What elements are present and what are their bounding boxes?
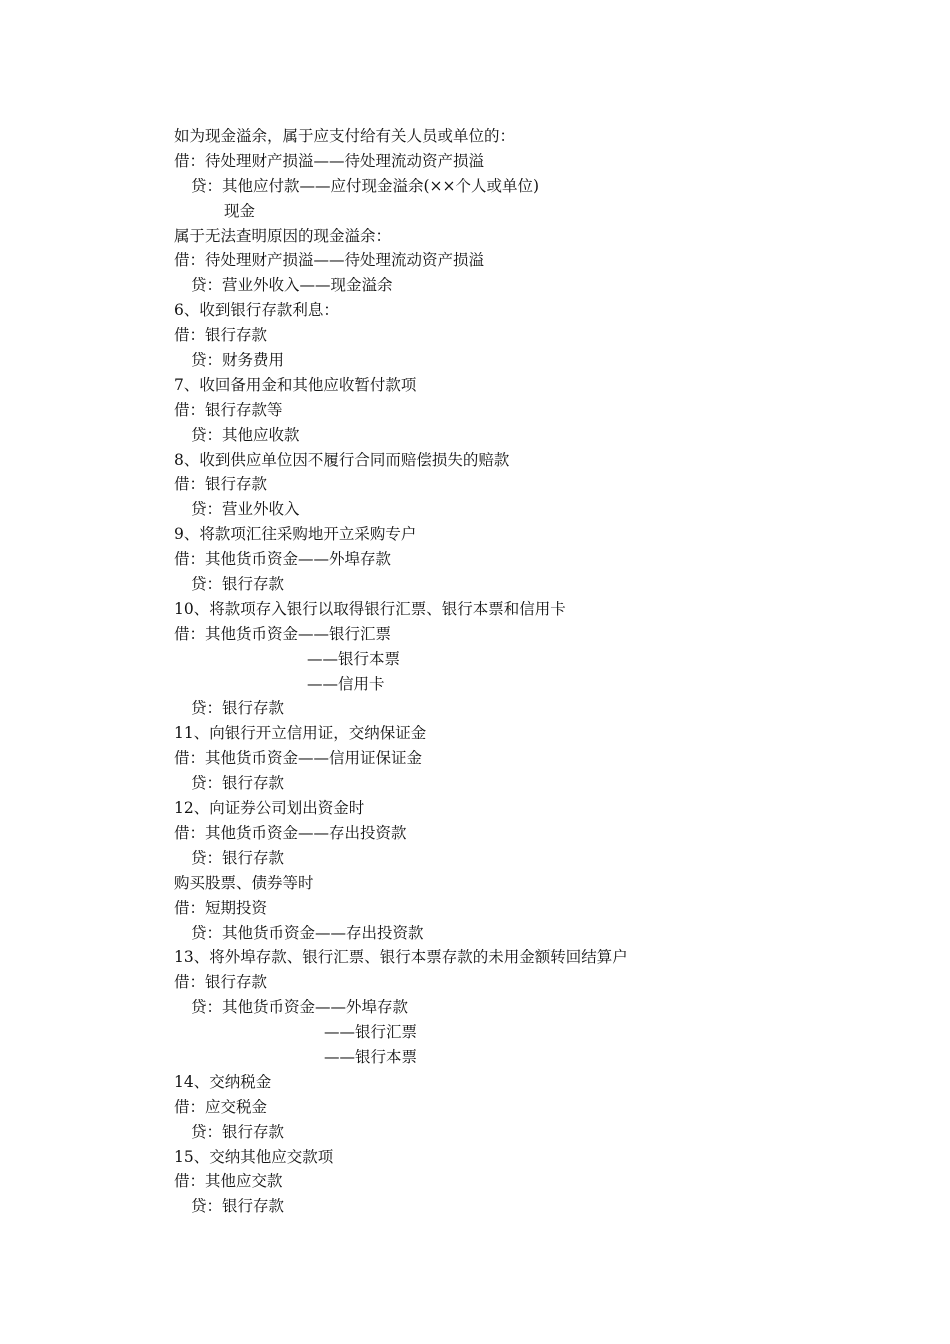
debit-line: 借：待处理财产损溢——待处理流动资产损溢 <box>174 151 485 170</box>
credit-line: 贷：银行存款 <box>191 699 285 718</box>
debit-line: 借：其他货币资金——银行汇票 <box>174 624 392 643</box>
debit-line: 借：待处理财产损溢——待处理流动资产损溢 <box>174 251 485 270</box>
credit-line: 贷：其他货币资金——外埠存款 <box>191 998 409 1017</box>
sub-account-line: ——银行本票 <box>324 1047 418 1066</box>
credit-line: 贷：其他应付款——应付现金溢余(××个人或单位) <box>191 176 540 195</box>
sub-account-line: ——银行汇票 <box>324 1023 418 1042</box>
credit-line: 贷：银行存款 <box>191 575 285 594</box>
credit-line: 贷：营业外收入 <box>191 500 300 519</box>
credit-line: 贷：营业外收入——现金溢余 <box>191 276 393 295</box>
credit-line: 贷：银行存款 <box>191 774 285 793</box>
text-line: 如为现金溢余，属于应支付给有关人员或单位的： <box>174 127 516 145</box>
section-heading: 11、向银行开立信用证，交纳保证金 <box>174 724 427 743</box>
debit-line: 借：银行存款等 <box>174 400 283 419</box>
debit-line: 借：银行存款 <box>174 326 268 345</box>
debit-line: 借：其他货币资金——外埠存款 <box>174 550 392 569</box>
document-body <box>174 124 894 1219</box>
debit-line: 借：应交税金 <box>174 1097 268 1116</box>
section-heading: 7、收回备用金和其他应收暂付款项 <box>174 375 417 394</box>
debit-line: 借：其他应交款 <box>174 1172 283 1191</box>
credit-line: 贷：财务费用 <box>191 351 285 370</box>
debit-line: 借：银行存款 <box>174 973 268 992</box>
section-heading: 9、将款项汇往采购地开立采购专户 <box>174 525 417 544</box>
debit-line: 借：短期投资 <box>174 898 268 917</box>
credit-continuation-line: 现金 <box>224 201 256 220</box>
section-heading: 13、将外埠存款、银行汇票、银行本票存款的未用金额转回结算户 <box>174 948 628 967</box>
credit-line: 贷：银行存款 <box>191 848 285 867</box>
credit-line: 贷：银行存款 <box>191 1122 285 1141</box>
text-line: 购买股票、债券等时 <box>174 873 314 892</box>
section-heading: 10、将款项存入银行以取得银行汇票、银行本票和信用卡 <box>174 599 566 618</box>
credit-line: 贷：其他应收款 <box>191 425 300 444</box>
debit-line: 借：其他货币资金——存出投资款 <box>174 823 407 842</box>
sub-account-line: ——信用卡 <box>307 674 385 693</box>
debit-line: 借：银行存款 <box>174 475 268 494</box>
credit-line: 贷：其他货币资金——存出投资款 <box>191 923 424 942</box>
text-line: 属于无法查明原因的现金溢余： <box>174 226 392 245</box>
section-heading: 15、交纳其他应交款项 <box>174 1147 334 1166</box>
section-heading: 12、向证券公司划出资金时 <box>174 799 365 818</box>
sub-account-line: ——银行本票 <box>307 649 401 668</box>
section-heading: 6、收到银行存款利息： <box>174 301 339 320</box>
section-heading: 8、收到供应单位因不履行合同而赔偿损失的赔款 <box>174 450 510 469</box>
section-heading: 14、交纳税金 <box>174 1072 272 1091</box>
credit-line: 贷：银行存款 <box>191 1197 285 1216</box>
debit-line: 借：其他货币资金——信用证保证金 <box>174 749 423 768</box>
